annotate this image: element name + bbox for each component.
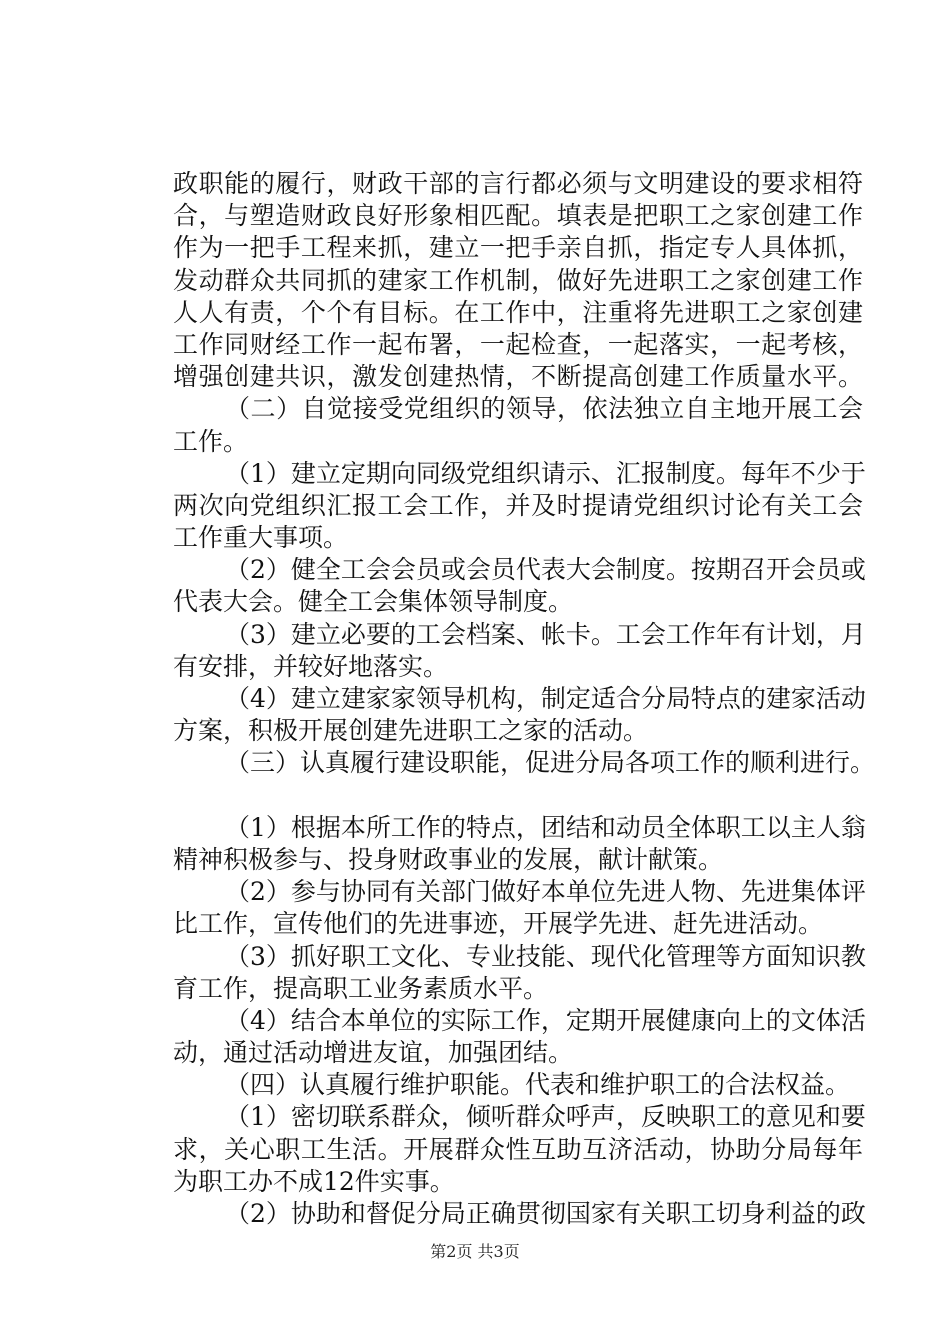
page-number: 第2页 共3页	[430, 1242, 520, 1261]
text-line: 工作重大事项。	[173, 523, 349, 553]
text-line: 动，通过活动增进友谊，加强团结。	[173, 1038, 574, 1068]
blank-line	[173, 780, 863, 812]
text-line: 求，关心职工生活。开展群众性互助互济活动，协助分局每年	[173, 1134, 863, 1164]
text-line: 方案，积极开展创建先进职工之家的活动。	[173, 716, 649, 746]
page-footer	[0, 1242, 950, 1262]
text-line: 比工作，宣传他们的先进事迹，开展学先进、赶先进活动。	[173, 909, 824, 939]
text-line: 作为一把手工程来抓，建立一把手亲自抓，指定专人具体抓，	[173, 233, 863, 263]
text-line: 政职能的履行，财政干部的言行都必须与文明建设的要求相符	[173, 169, 863, 198]
list-item: （1）建立定期向同级党组织请示、汇报制度。每年不少于	[225, 458, 866, 488]
list-item: （2）协助和督促分局正确贯彻国家有关职工切身利益的政	[225, 1199, 866, 1228]
text-line: 工作。	[173, 426, 249, 456]
text-line: 合，与塑造财政良好形象相匹配。填表是把职工之家创建工作	[173, 201, 863, 231]
list-item: （2）参与协同有关部门做好本单位先进人物、先进集体评	[225, 877, 866, 907]
text-line: 工作同财经工作一起布署，一起检查，一起落实，一起考核，	[173, 329, 863, 359]
text-line: 发动群众共同抓的建家工作机制，做好先进职工之家创建工作	[173, 265, 863, 295]
section-heading: （二）自觉接受党组织的领导，依法独立自主地开展工会	[225, 394, 863, 424]
text-line: 代表大会。健全工会集体领导制度。	[173, 587, 574, 617]
text-line: 精神积极参与、投身财政事业的发展，献计献策。	[173, 844, 724, 874]
section-heading: （四）认真履行维护职能。代表和维护职工的合法权益。	[225, 1070, 851, 1100]
list-item: （3）抓好职工文化、专业技能、现代化管理等方面知识教	[225, 941, 866, 971]
text-line: 有安排，并较好地落实。	[173, 651, 449, 681]
section-heading: （三）认真履行建设职能，促进分局各项工作的顺利进行。	[225, 748, 876, 778]
text-line: 增强创建共识，激发创建热情，不断提高创建工作质量水平。	[173, 362, 863, 392]
list-item: （2）健全工会会员或会员代表大会制度。按期召开会员或	[225, 555, 866, 585]
text-line: 人人有责，个个有目标。在工作中，注重将先进职工之家创建	[173, 297, 863, 327]
list-item: （1）密切联系群众，倾听群众呼声，反映职工的意见和要	[225, 1102, 866, 1132]
document-body	[173, 168, 876, 1230]
text-line: 为职工办不成12件实事。	[173, 1166, 455, 1196]
text-line: 两次向党组织汇报工会工作，并及时提请党组织讨论有关工会	[173, 490, 863, 520]
list-item: （1）根据本所工作的特点，团结和动员全体职工以主人翁	[225, 812, 866, 842]
list-item: （4）结合本单位的实际工作，定期开展健康向上的文体活	[225, 1005, 866, 1035]
list-item: （4）建立建家家领导机构，制定适合分局特点的建家活动	[225, 684, 866, 713]
text-line: 育工作，提高职工业务素质水平。	[173, 973, 549, 1003]
list-item: （3）建立必要的工会档案、帐卡。工会工作年有计划，月	[225, 619, 866, 649]
